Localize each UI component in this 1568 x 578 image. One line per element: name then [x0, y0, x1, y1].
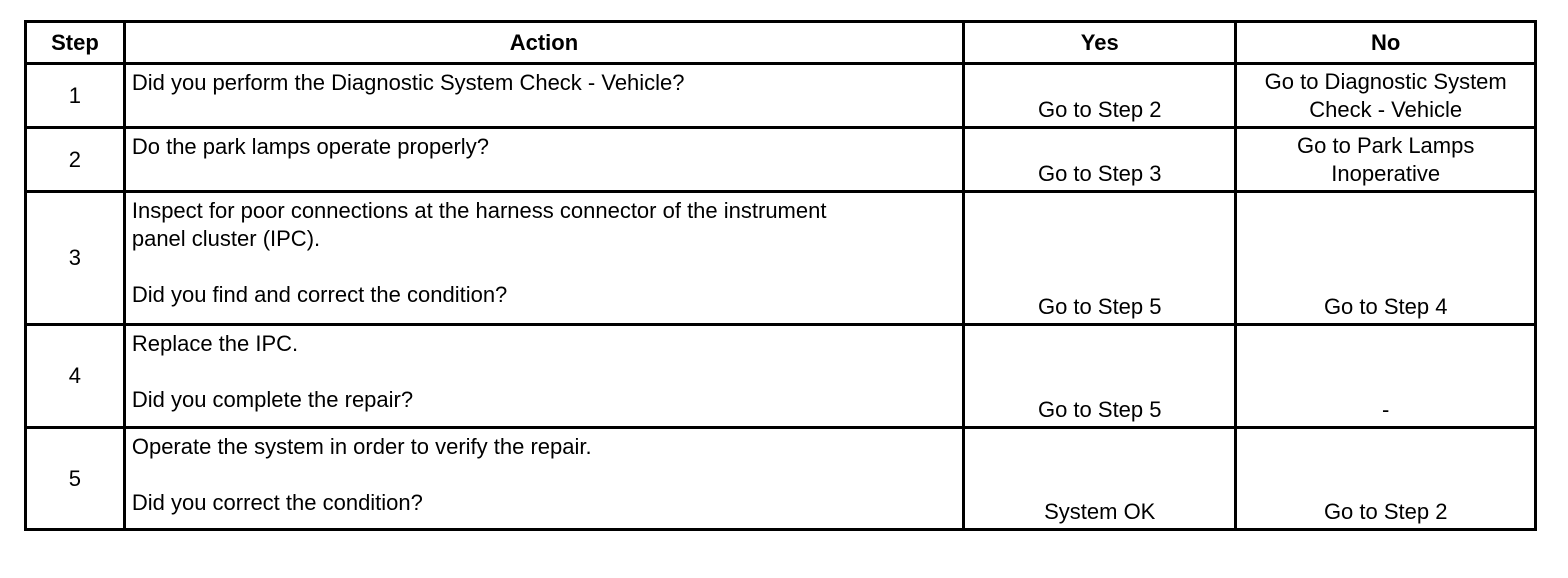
action-text: Inspect for poor connections at the harness connector of the instrument: [131, 198, 827, 223]
table-row: [26, 428, 1536, 530]
step-number: 5: [26, 428, 125, 530]
yes-result: Go to Step 5: [964, 192, 1236, 325]
table-row: [26, 192, 1536, 325]
step-number: 2: [26, 128, 125, 192]
step-number: 3: [26, 192, 125, 325]
action-question: Did you find and correct the condition?: [131, 282, 508, 307]
no-result-line: Check - Vehicle: [1309, 97, 1463, 122]
action-text: Operate the system in order to verify the repair.: [131, 434, 592, 459]
action-cell: [124, 128, 963, 192]
no-result-line: Go to Step 2: [1323, 499, 1448, 524]
action-text: Did you perform the Diagnostic System Check - Vehicle?: [131, 70, 685, 95]
action-text: panel cluster (IPC).: [131, 226, 321, 251]
no-result: [1236, 64, 1536, 128]
table-header-row: [26, 22, 1536, 64]
action-cell: [124, 192, 963, 325]
no-result-line: Go to Step 4: [1323, 294, 1448, 319]
no-result: [1236, 325, 1536, 428]
yes-result: Go to Step 3: [964, 128, 1236, 192]
no-result-line: Inoperative: [1331, 161, 1441, 186]
header-step: Step: [26, 22, 125, 64]
header-no: No: [1236, 22, 1536, 64]
spacer: [132, 358, 956, 386]
action-cell: [124, 325, 963, 428]
action-cell: [124, 64, 963, 128]
step-number: 4: [26, 325, 125, 428]
no-result-line: -: [1382, 397, 1390, 422]
action-cell: [124, 428, 963, 530]
step-number: 1: [26, 64, 125, 128]
action-text: Replace the IPC.: [131, 331, 299, 356]
no-result-line: Go to Park Lamps: [1297, 133, 1475, 158]
no-result: [1236, 128, 1536, 192]
no-result-line: Go to Diagnostic System: [1264, 69, 1507, 94]
action-question: Did you complete the repair?: [131, 387, 414, 412]
yes-result: System OK: [964, 428, 1236, 530]
table-row: [26, 325, 1536, 428]
action-question: Did you correct the condition?: [131, 490, 423, 515]
action-text: Do the park lamps operate properly?: [131, 134, 489, 159]
yes-result: Go to Step 2: [964, 64, 1236, 128]
no-result: [1236, 428, 1536, 530]
header-action: Action: [124, 22, 963, 64]
table-row: [26, 64, 1536, 128]
no-result: [1236, 192, 1536, 325]
spacer: [132, 253, 956, 281]
diagnostic-table: [24, 20, 1537, 531]
table-row: [26, 128, 1536, 192]
spacer: [132, 461, 956, 489]
yes-result: Go to Step 5: [964, 325, 1236, 428]
header-yes: Yes: [964, 22, 1236, 64]
